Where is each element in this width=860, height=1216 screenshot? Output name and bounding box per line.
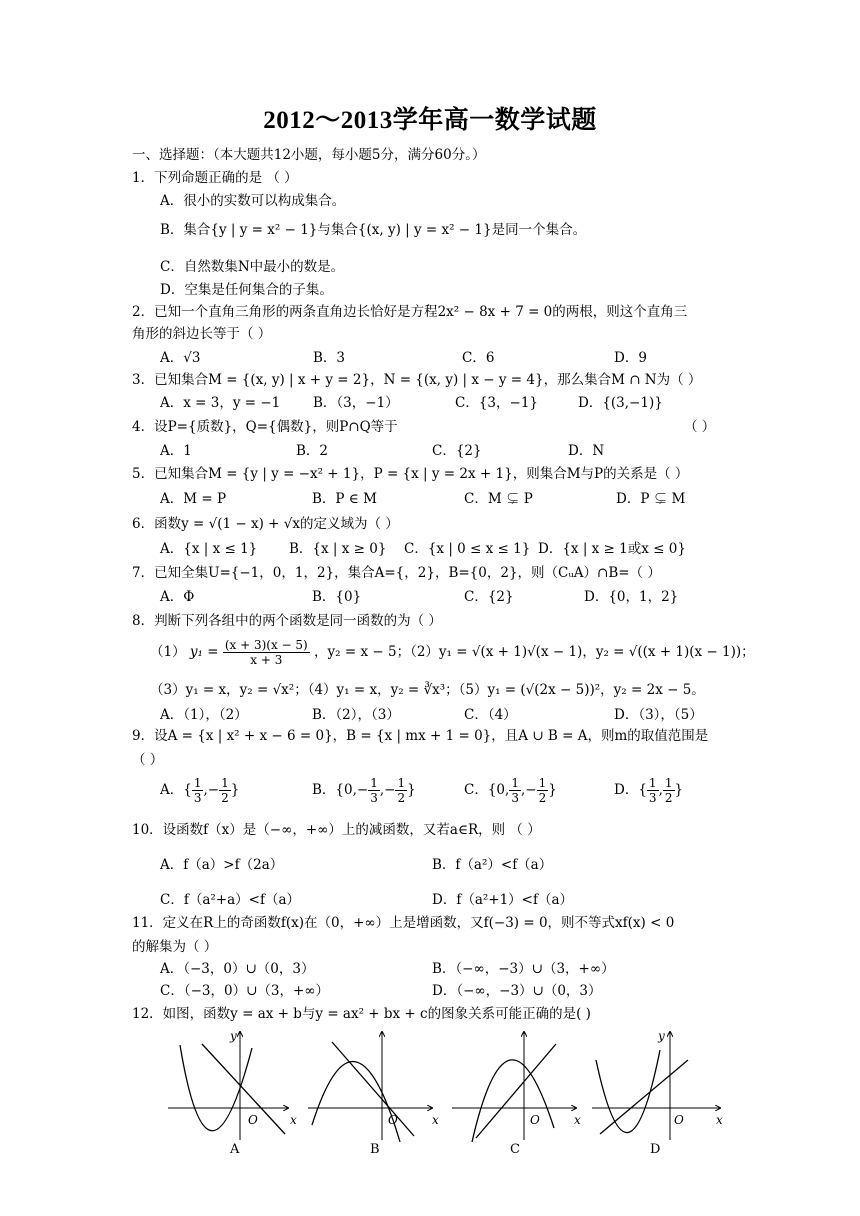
graph-c-x-label: x <box>574 1113 581 1127</box>
q9-a-neg: − <box>207 782 220 798</box>
q10-option-c: C．f（a²+a）<f（a） <box>160 892 301 908</box>
q4-option-c: C．{2} <box>432 443 482 459</box>
q9-option-a <box>160 776 239 805</box>
q5-option-a: A．M = P <box>160 491 227 507</box>
q7-option-d: D．{0，1，2} <box>584 589 679 605</box>
q2-option-b: B．3 <box>313 350 346 366</box>
q9-d-frac2-num: 1 <box>664 776 673 790</box>
q9-d-frac1-num: 1 <box>648 776 657 790</box>
q12-graphs <box>160 1030 740 1160</box>
q11-stem-line2: 的解集为（ ） <box>132 939 218 955</box>
q9-c-close: } <box>548 782 557 798</box>
q4-stem: 4．设P={质数}，Q={偶数}，则P∩Q等于 <box>132 419 398 435</box>
q11-stem-line1: 11．定义在R上的奇函数f(x)在（0，+∞）上是增函数，又f(−3) = 0，则不等式xf(x) < 0 <box>132 915 675 931</box>
q9-stem-line2: （ ） <box>132 752 164 768</box>
q10-option-a: A．f（a）>f（2a） <box>160 857 284 873</box>
q10-option-b: B．f（a²）<f（a） <box>432 857 553 873</box>
q9-b-frac2 <box>395 776 407 805</box>
q1-option-d: D．空集是任何集合的子集。 <box>160 282 333 298</box>
graph-label-b: B <box>370 1142 380 1157</box>
q9-b-comma: , <box>379 782 385 798</box>
graph-b <box>308 1032 439 1142</box>
graph-d-origin: O <box>674 1113 684 1127</box>
q8-stem: 8．判断下列各组中的两个函数是同一函数的为（ ） <box>132 613 442 629</box>
q8-item1-fraction <box>223 638 310 667</box>
q6-option-c: C．{x | 0 ≤ x ≤ 1} <box>404 541 531 557</box>
q9-d-frac2 <box>663 776 675 805</box>
q9-c-frac1-num: 1 <box>511 776 519 790</box>
q8-item1-denominator: x + 3 <box>250 653 283 667</box>
q9-c-prefix: C．{0, <box>464 782 510 798</box>
q9-d-prefix: D．{ <box>614 782 647 798</box>
q3-option-c: C．{3，−1} <box>455 395 538 411</box>
q7-option-c: C．{2} <box>464 589 514 605</box>
q9-option-b <box>312 776 416 805</box>
q6-option-b: B．{x | x ≥ 0} <box>289 541 387 557</box>
q9-option-d <box>614 776 683 805</box>
q9-stem-line1: 9．设A = {x | x² + x − 6 = 0}，B = {x | mx + 1 = 0}，且A ∪ B = A，则m的取值范围是 <box>132 728 709 744</box>
q4-option-d: D．N <box>568 443 605 459</box>
q10-option-d: D．f（a²+1）<f（a） <box>432 892 574 908</box>
q9-c-frac2-num: 1 <box>538 776 547 790</box>
q9-a-frac1-den: 3 <box>193 791 202 805</box>
q3-option-b: B．（3，−1） <box>313 395 399 411</box>
graph-c <box>452 1032 581 1142</box>
q10-stem: 10．设函数f（x）是（−∞，+∞）上的减函数，又若a∈R，则 （ ） <box>132 822 541 838</box>
q2-option-c: C．6 <box>462 350 495 366</box>
q8-line2: （3）y₁ = x，y₂ = √x²；（4）y₁ = x，y₂ = ∛x³；（5）y₁ = (√(2x − 5))²，y₂ = 2x − 5。 <box>150 682 705 698</box>
q2-option-d: D．9 <box>614 350 647 366</box>
graph-b-x-label: x <box>432 1113 439 1127</box>
graph-a-y-label: y <box>230 1030 237 1043</box>
q4-option-a: A．1 <box>160 443 192 459</box>
q9-d-frac1 <box>647 776 659 805</box>
q9-a-prefix: A．{ <box>160 782 192 798</box>
q7-stem: 7．已知全集U={−1，0，1，2}，集合A={，2}，B={0，2}，则（CᵤA）∩B=（ ） <box>132 565 661 581</box>
q1-option-b: B．集合{y | y = x² − 1}与集合{(x, y) | y = x² − 1}是同一个集合。 <box>160 222 587 238</box>
q9-d-frac1-den: 3 <box>648 791 657 805</box>
graph-b-origin: O <box>388 1113 398 1127</box>
q6-stem: 6．函数y = √(1 − x) + √x的定义域为（ ） <box>132 516 399 532</box>
q9-a-frac2-den: 2 <box>221 791 229 805</box>
q1-stem: 1．下列命题正确的是 （ ） <box>132 170 298 186</box>
q9-b-frac2-den: 2 <box>397 791 406 805</box>
q8-item1-label: （1） <box>150 644 186 660</box>
q4-answer-paren: （ ） <box>684 419 716 435</box>
graph-c-origin: O <box>530 1113 540 1127</box>
q11-option-c: C．（−3，0）∪（3，+∞） <box>160 983 330 999</box>
graph-d-x-label: x <box>716 1113 723 1127</box>
q9-d-comma: , <box>658 782 663 798</box>
q9-a-frac2-num: 1 <box>221 776 229 790</box>
graph-a-origin: O <box>248 1113 258 1127</box>
q9-a-close: } <box>230 782 240 798</box>
q5-stem: 5．已知集合M = {y | y = −x² + 1}，P = {x | y = 2x + 1}，则集合M与P的关系是（ ） <box>132 466 689 482</box>
q2-stem-line2: 角形的斜边长等于（ ） <box>132 326 272 342</box>
q8-item1-rest: ，y₂ = x − 5；（2）y₁ = √(x + 1)√(x − 1)，y₂ = √((x + 1)(x − 1))； <box>314 644 755 660</box>
graph-label-a: A <box>230 1142 240 1157</box>
q12-stem: 12．如图，函数y = ax + b与y = ax² + bx + c的图象关系可能正确的是( ) <box>132 1006 591 1022</box>
q3-option-d: D．{(3,−1)} <box>578 395 663 411</box>
q9-b-prefix: B．{0, <box>312 782 357 798</box>
q2-stem-line1: 2．已知一个直角三角形的两条直角边长恰好是方程2x² − 8x + 7 = 0的两根，则这个直角三 <box>132 304 688 320</box>
page-title: 2012～2013学年高一数学试题 <box>263 107 597 134</box>
graph-a-x-label: x <box>290 1113 297 1127</box>
section-heading: 一、选择题：（本大题共12小题，每小题5分，满分60分。） <box>132 147 486 163</box>
q9-a-frac1-num: 1 <box>193 776 202 790</box>
q8-option-b: B．（2），（3） <box>312 707 400 723</box>
q9-option-c <box>464 776 557 805</box>
q9-b-close: } <box>407 782 416 798</box>
q9-b-frac1-den: 3 <box>370 791 378 805</box>
q6-option-d: D．{x | x ≥ 1或x ≤ 0} <box>538 541 686 557</box>
q5-option-d: D．P ⊊ M <box>616 491 686 507</box>
q11-option-b: B．（−∞，−3）∪（3，+∞） <box>432 961 615 977</box>
q8-option-a: A．（1），（2） <box>160 707 248 723</box>
q9-b-frac1-num: 1 <box>370 776 378 790</box>
q9-c-frac1-den: 3 <box>511 791 519 805</box>
graph-d <box>592 1030 723 1140</box>
q7-option-a: A．Φ <box>160 589 195 605</box>
q8-line1 <box>150 638 755 667</box>
q1-option-c: C．自然数集N中最小的数是。 <box>160 259 345 275</box>
q9-b-neg2: − <box>384 782 396 798</box>
q8-option-c: C．（4） <box>464 707 517 723</box>
q9-b-frac2-num: 1 <box>397 776 406 790</box>
q3-stem: 3．已知集合M = {(x, y) | x + y = 2}，N = {(x, y) | x − y = 4}，那么集合M ∩ N为（ ） <box>132 372 702 388</box>
q11-option-d: D．（−∞，−3）∪（0，3） <box>432 983 602 999</box>
q9-d-frac2-den: 2 <box>664 791 673 805</box>
q8-item1-numerator: (x + 3)(x − 5) <box>224 638 308 652</box>
q9-a-comma: , <box>203 782 208 798</box>
q9-a-frac2 <box>219 776 231 805</box>
q1-option-a: A．很小的实数可以构成集合。 <box>160 193 346 209</box>
q3-option-a: A．x = 3，y = −1 <box>160 395 281 411</box>
q7-option-b: B．{0} <box>312 589 362 605</box>
graph-label-c: C <box>510 1142 520 1157</box>
q8-item1-lhs: y₁ = <box>189 644 219 660</box>
q9-c-neg: − <box>525 782 537 798</box>
q9-b-frac1 <box>368 776 380 805</box>
q9-a-frac1 <box>192 776 204 805</box>
q6-option-a: A．{x | x ≤ 1} <box>160 541 258 557</box>
graph-d-y-label: y <box>658 1030 665 1043</box>
q9-c-comma: , <box>520 782 526 798</box>
q11-option-a: A．（−3，0）∪（0，3） <box>160 961 315 977</box>
q5-option-b: B．P ∈ M <box>312 491 377 507</box>
q5-option-c: C．M ⊊ P <box>464 491 533 507</box>
q9-b-neg1: − <box>356 782 369 798</box>
graph-label-d: D <box>650 1142 661 1157</box>
q9-c-frac2-den: 2 <box>538 791 547 805</box>
q9-c-frac1 <box>509 776 521 805</box>
q2-option-a: A．√3 <box>160 350 201 366</box>
q9-d-close: } <box>674 782 684 798</box>
graph-a <box>168 1030 297 1140</box>
q4-option-b: B．2 <box>296 443 329 459</box>
q9-c-frac2 <box>537 776 549 805</box>
q8-option-d: D．（3），（5） <box>614 707 703 723</box>
